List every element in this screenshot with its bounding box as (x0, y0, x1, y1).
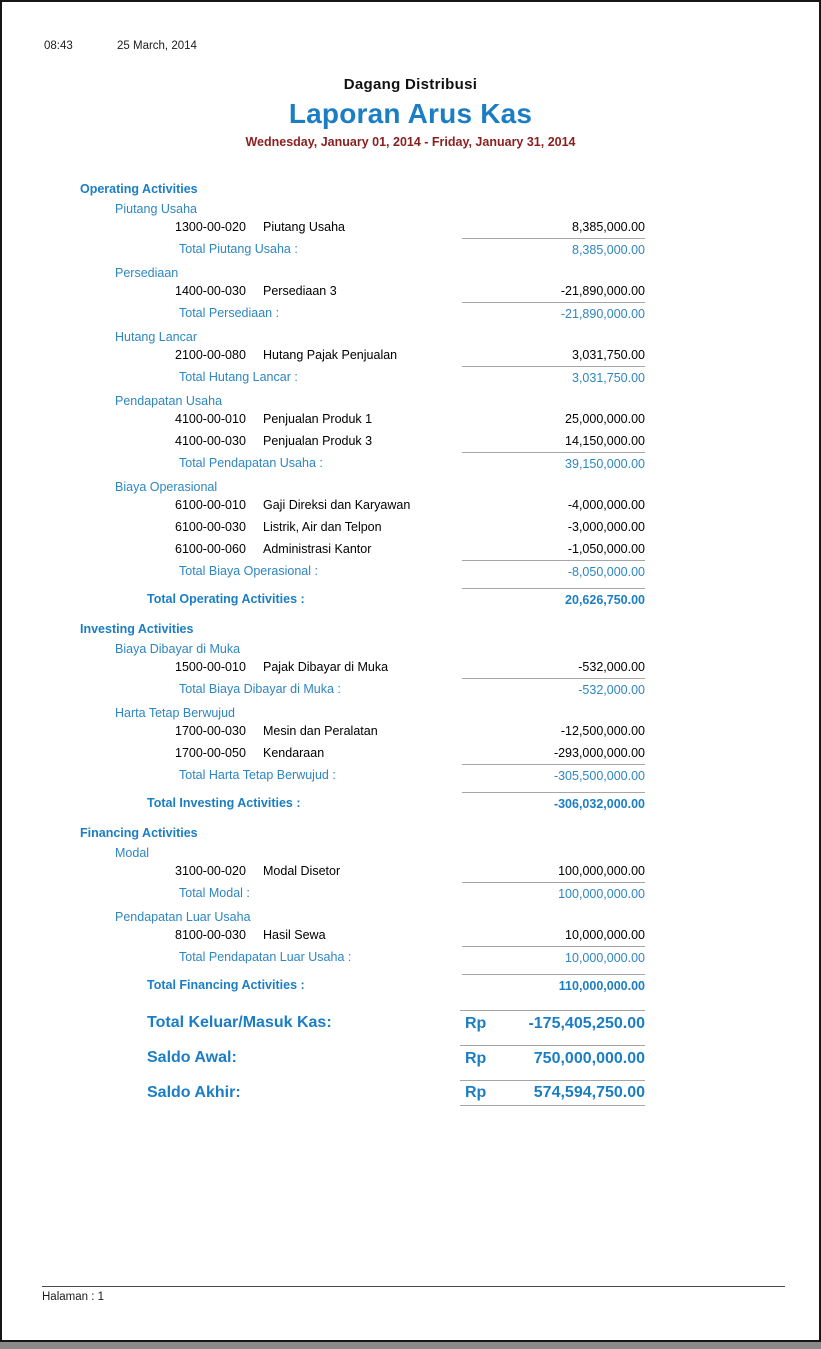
account-amount: 100,000,000.00 (558, 864, 645, 878)
summary-label: Saldo Awal: (147, 1049, 237, 1066)
account-code: 1700-00-030 (175, 724, 246, 738)
account-code: 2100-00-080 (175, 348, 246, 362)
summary-value-box (460, 1045, 645, 1071)
group-total-label: Total Pendapatan Usaha : (179, 456, 323, 470)
account-row (2, 538, 819, 560)
account-row (2, 344, 819, 366)
account-code: 3100-00-020 (175, 864, 246, 878)
page-meta (2, 2, 819, 52)
account-amount: -12,500,000.00 (560, 724, 645, 738)
page-number: Halaman : 1 (42, 1291, 105, 1303)
group-total-row (2, 946, 819, 968)
group-total-row (2, 560, 819, 582)
group-total-row (2, 238, 819, 260)
group-total-amount: 3,031,750.00 (462, 366, 645, 388)
account-label: Penjualan Produk 1 (263, 412, 373, 426)
account-code: 6100-00-030 (175, 520, 246, 534)
currency-symbol: Rp (465, 1084, 487, 1101)
account-amount: 8,385,000.00 (572, 220, 645, 234)
group-total-amount: 100,000,000.00 (462, 882, 645, 904)
account-label: Modal Disetor (263, 864, 341, 878)
group-header: Biaya Dibayar di Muka (115, 642, 241, 656)
account-row (2, 860, 819, 882)
group-total-amount: 10,000,000.00 (462, 946, 645, 968)
group-total-label: Total Harta Tetap Berwujud : (179, 768, 336, 782)
section-total-row (2, 588, 819, 610)
account-code: 4100-00-010 (175, 412, 246, 426)
group-header: Pendapatan Luar Usaha (115, 910, 251, 924)
summary-amount: 574,594,750.00 (533, 1084, 645, 1101)
section-total-row (2, 792, 819, 814)
group-header: Persediaan (115, 266, 179, 280)
section-total-amount: 20,626,750.00 (462, 588, 645, 610)
report-date: 25 March, 2014 (117, 40, 197, 52)
account-amount: -3,000,000.00 (567, 520, 645, 534)
account-row (2, 280, 819, 302)
account-code: 4100-00-030 (175, 434, 246, 448)
group-total-label: Total Piutang Usaha : (179, 242, 298, 256)
summary-amount: 750,000,000.00 (533, 1049, 645, 1067)
currency-symbol: Rp (465, 1049, 487, 1067)
summary-amount: -175,405,250.00 (528, 1014, 645, 1032)
summary-row (2, 1010, 819, 1036)
group-total-label: Total Biaya Dibayar di Muka : (179, 682, 341, 696)
summary-value-box (460, 1080, 645, 1106)
summary-block (2, 1010, 819, 1106)
report-time: 08:43 (44, 40, 73, 52)
group-total-row (2, 452, 819, 474)
section-total-label: Total Financing Activities : (147, 978, 305, 992)
group-total-row (2, 764, 819, 786)
group-total-amount: -21,890,000.00 (462, 302, 645, 324)
group-header: Harta Tetap Berwujud (115, 706, 235, 720)
title-block (2, 76, 819, 149)
section-total-amount: 110,000,000.00 (462, 974, 645, 996)
account-label: Hutang Pajak Penjualan (263, 348, 398, 362)
group-header: Piutang Usaha (115, 202, 198, 216)
group-total-amount: -305,500,000.00 (462, 764, 645, 786)
account-label: Piutang Usaha (263, 220, 346, 234)
account-amount: 14,150,000.00 (565, 434, 645, 448)
account-label: Persediaan 3 (263, 284, 337, 298)
group-total-amount: -8,050,000.00 (462, 560, 645, 582)
section-total-label: Total Operating Activities : (147, 592, 305, 606)
account-label: Penjualan Produk 3 (263, 434, 373, 448)
account-row (2, 516, 819, 538)
account-amount: 3,031,750.00 (572, 348, 645, 362)
group-total-amount: 39,150,000.00 (462, 452, 645, 474)
section-header: Operating Activities (80, 182, 198, 196)
account-code: 1500-00-010 (175, 660, 246, 674)
summary-value-box (460, 1010, 645, 1036)
group-header: Modal (115, 846, 150, 860)
account-code: 6100-00-060 (175, 542, 246, 556)
account-row (2, 656, 819, 678)
account-label: Listrik, Air dan Telpon (263, 520, 382, 534)
account-code: 1400-00-030 (175, 284, 246, 298)
group-header: Pendapatan Usaha (115, 394, 223, 408)
account-label: Kendaraan (263, 746, 325, 760)
report-period: Wednesday, January 01, 2014 - Friday, January 31, 2014 (245, 135, 576, 149)
group-total-label: Total Pendapatan Luar Usaha : (179, 950, 352, 964)
group-total-label: Total Modal : (179, 886, 250, 900)
summary-label: Saldo Akhir: (147, 1084, 241, 1101)
account-label: Administrasi Kantor (263, 542, 372, 556)
section-header: Financing Activities (80, 826, 198, 840)
account-amount: -1,050,000.00 (567, 542, 645, 556)
summary-row (2, 1045, 819, 1071)
section-total-label: Total Investing Activities : (147, 796, 301, 810)
group-header: Hutang Lancar (115, 330, 198, 344)
section-total-row (2, 974, 819, 996)
group-total-label: Total Biaya Operasional : (179, 564, 318, 578)
account-amount: 10,000,000.00 (565, 928, 645, 942)
section-total-amount: -306,032,000.00 (462, 792, 645, 814)
group-total-amount: 8,385,000.00 (462, 238, 645, 260)
page-footer (42, 1286, 785, 1303)
company-name: Dagang Distribusi (343, 76, 478, 93)
account-label: Hasil Sewa (263, 928, 326, 942)
account-row (2, 430, 819, 452)
group-total-row (2, 882, 819, 904)
account-row (2, 494, 819, 516)
account-amount: -532,000.00 (578, 660, 645, 674)
account-label: Pajak Dibayar di Muka (263, 660, 389, 674)
account-amount: -21,890,000.00 (560, 284, 645, 298)
account-amount: -293,000,000.00 (553, 746, 645, 760)
account-row (2, 924, 819, 946)
account-amount: 25,000,000.00 (565, 412, 645, 426)
account-code: 1700-00-050 (175, 746, 246, 760)
group-total-label: Total Hutang Lancar : (179, 370, 298, 384)
group-header: Biaya Operasional (115, 480, 218, 494)
account-code: 6100-00-010 (175, 498, 246, 512)
account-row (2, 720, 819, 742)
group-total-row (2, 366, 819, 388)
group-total-amount: -532,000.00 (462, 678, 645, 700)
summary-row (2, 1080, 819, 1106)
page-bottom-edge (0, 1342, 821, 1349)
account-row (2, 742, 819, 764)
summary-label: Total Keluar/Masuk Kas: (147, 1014, 332, 1031)
account-row (2, 216, 819, 238)
report-title: Laporan Arus Kas (288, 98, 533, 129)
currency-symbol: Rp (465, 1014, 487, 1032)
report-body (2, 182, 819, 996)
group-total-row (2, 678, 819, 700)
account-row (2, 408, 819, 430)
account-label: Gaji Direksi dan Karyawan (263, 498, 411, 512)
account-code: 8100-00-030 (175, 928, 246, 942)
account-amount: -4,000,000.00 (567, 498, 645, 512)
account-label: Mesin dan Peralatan (263, 724, 378, 738)
section-header: Investing Activities (80, 622, 194, 636)
group-total-row (2, 302, 819, 324)
group-total-label: Total Persediaan : (179, 306, 280, 320)
account-code: 1300-00-020 (175, 220, 246, 234)
